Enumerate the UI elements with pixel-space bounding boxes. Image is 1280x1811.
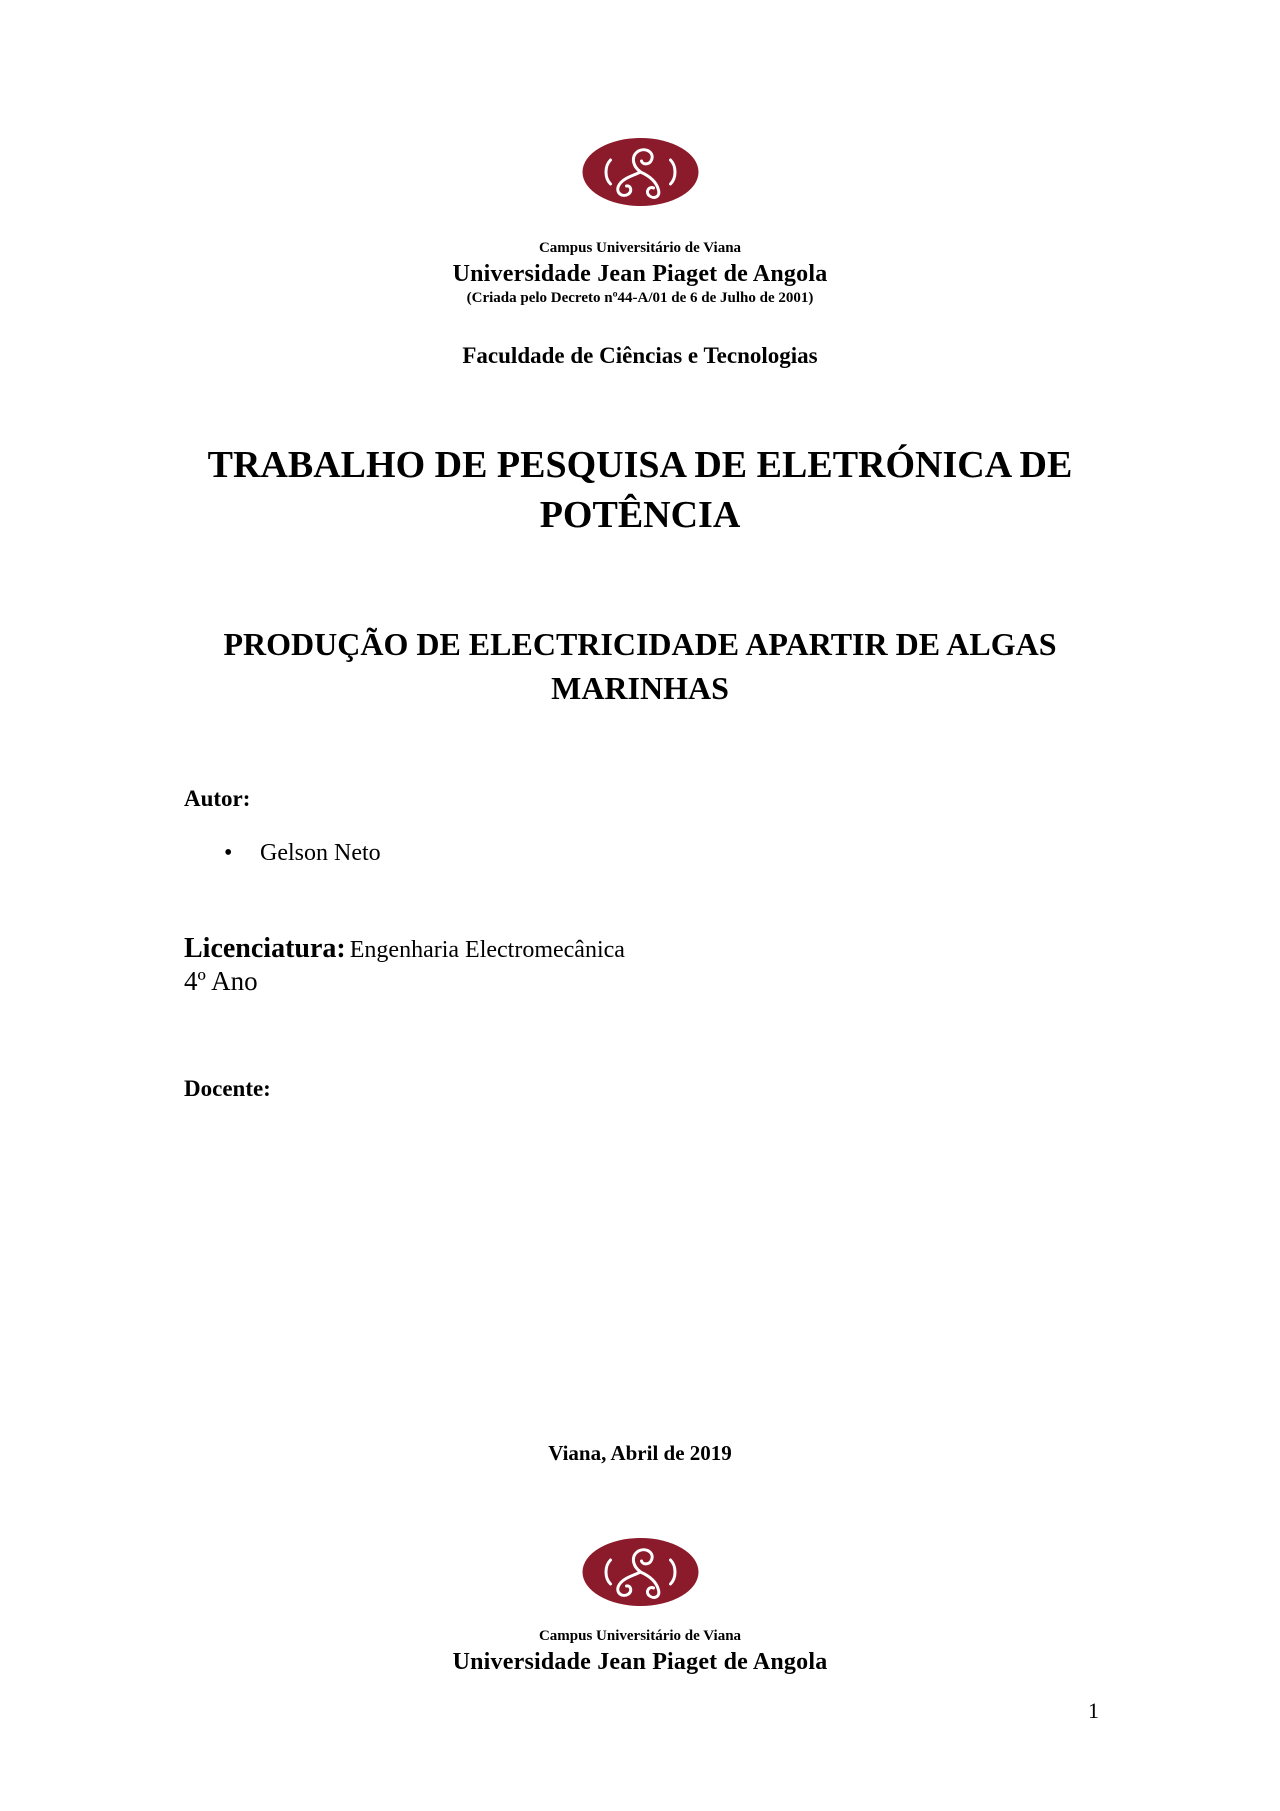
footer-university-name: Universidade Jean Piaget de Angola xyxy=(452,1649,828,1675)
document-subtitle xyxy=(0,622,1280,710)
bullet-icon: • xyxy=(224,840,233,866)
title-line-1: TRABALHO DE PESQUISA DE ELETRÓNICA DE xyxy=(207,444,1073,486)
footer-campus-name: Campus Universitário de Viana xyxy=(538,1628,742,1644)
faculty-name: Faculdade de Ciências e Tecnologias xyxy=(462,343,818,368)
teacher-label: Docente: xyxy=(184,1076,271,1101)
document-title xyxy=(0,440,1280,540)
title-line-2: POTÊNCIA xyxy=(539,494,741,536)
campus-name: Campus Universitário de Viana xyxy=(538,240,742,256)
document-date: Viana, Abril de 2019 xyxy=(548,1441,732,1465)
page-number: 1 xyxy=(1088,1698,1099,1723)
course-line xyxy=(184,933,625,965)
subtitle-line-2: MARINHAS xyxy=(551,670,729,706)
course-value: Engenharia Electromecânica xyxy=(349,937,625,963)
course-year: 4º Ano xyxy=(184,966,258,996)
university-logo-icon xyxy=(580,136,701,208)
subtitle-line-1: PRODUÇÃO DE ELECTRICIDADE APARTIR DE ALGAS xyxy=(223,626,1057,662)
author-label: Autor: xyxy=(184,786,251,811)
university-name: Universidade Jean Piaget de Angola xyxy=(452,261,828,287)
triskelion-logo-icon xyxy=(580,136,701,208)
course-label: Licenciatura: xyxy=(184,933,346,964)
author-list-item xyxy=(224,840,381,867)
author-name: Gelson Neto xyxy=(260,840,381,866)
triskelion-logo-icon xyxy=(580,1536,701,1608)
footer-logo-icon xyxy=(580,1536,701,1608)
decree-note: (Criada pelo Decreto nº44-A/01 de 6 de Julho de 2001) xyxy=(466,290,814,306)
